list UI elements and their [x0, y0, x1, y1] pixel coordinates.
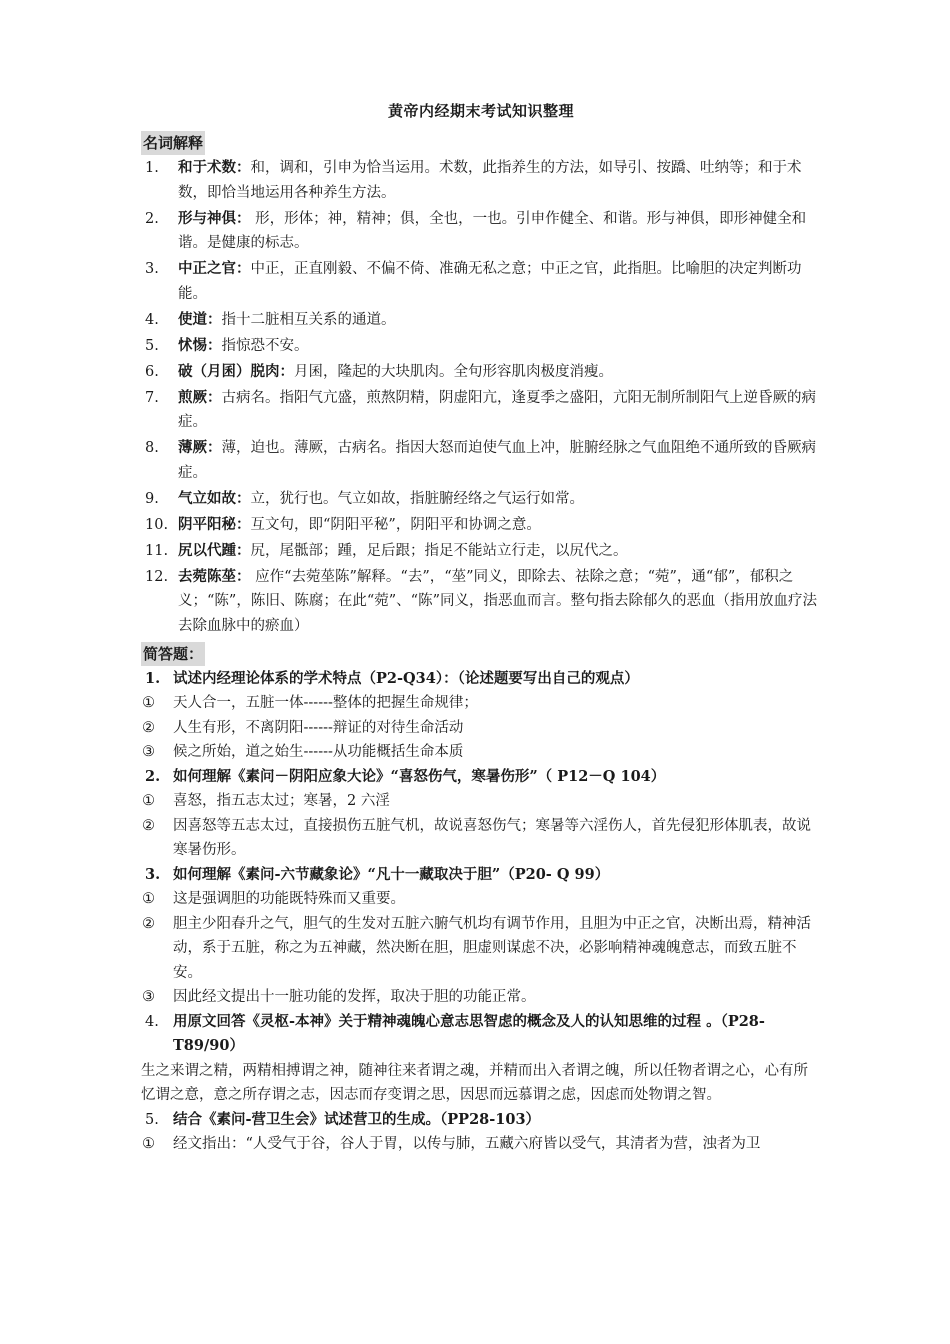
term-item	[141, 539, 821, 564]
point-marker: ①	[142, 891, 155, 907]
point-marker: ③	[142, 744, 155, 760]
term-label: 怵惕：	[178, 336, 222, 354]
term-label: 气立如故：	[178, 489, 251, 507]
point-marker: ②	[142, 817, 155, 834]
term-label: 煎厥：	[178, 388, 222, 406]
term-item	[141, 156, 821, 205]
term-definition: 应作“去菀莝陈”解释。“去”，“莝”同义，即除去、祛除之意；“菀”，通“郁”，郁积之义；“陈”，陈旧、陈腐；在此“菀”、“陈”同义，指恶血而言。整句指去除郁久的恶血（指用放血疗法去除血脉中的瘀血）	[178, 568, 817, 634]
term-definition: 指惊恐不安。	[221, 337, 309, 354]
point-marker: ①	[142, 1136, 155, 1152]
point-text: 喜怒，指五志太过；寒暑，2 六淫	[173, 793, 390, 809]
item-number: 9.	[145, 490, 159, 507]
term-list	[141, 156, 821, 638]
document-page	[141, 100, 821, 1157]
item-number: 7.	[145, 389, 159, 406]
item-number: 11.	[145, 542, 169, 559]
question-text: 试述内经理论体系的学术特点（P2-Q34）：（论述题要写出自己的观点）	[173, 669, 639, 687]
term-item	[141, 386, 821, 435]
term-item	[141, 360, 821, 385]
question-text: 用原文回答《灵枢-本神》关于精神魂魄心意志思智虑的概念及人的认知思维的过程 。（P28-T89/90）	[173, 1012, 765, 1054]
point-text: 因此经文提出十一脏功能的发挥，取决于胆的功能正常。	[173, 989, 536, 1005]
answer-point	[141, 740, 821, 765]
point-marker: ③	[142, 989, 155, 1005]
term-label: 形与神俱：	[178, 209, 251, 227]
term-item	[141, 487, 821, 512]
item-number: 6.	[145, 363, 159, 380]
term-definition: 薄，迫也。薄厥，古病名。指因大怒而迫使气血上冲，脏腑经脉之气血阻绝不通所致的昏厥病症。	[178, 440, 816, 481]
point-text: 人生有形，不离阴阳------辩证的对待生命活动	[173, 719, 464, 736]
term-definition: 尻，尾骶部；踵，足后跟；指足不能站立行走，以尻代之。	[250, 542, 628, 559]
question-number: 5.	[145, 1111, 159, 1128]
item-number: 12.	[145, 568, 169, 585]
point-text: 候之所始，道之始生------从功能概括生命本质	[173, 744, 464, 760]
question-number: 1.	[145, 669, 161, 687]
question-text: 结合《素问-营卫生会》试述营卫的生成。（PP28-103）	[173, 1110, 541, 1128]
term-definition: 古病名。指阳气亢盛，煎熬阴精，阴虚阳亢，逢夏季之盛阳，亢阳无制所制阳气上逆昏厥的病症。	[178, 389, 816, 430]
question-number: 4.	[145, 1013, 159, 1030]
term-label: 尻以代踵：	[178, 541, 251, 559]
term-definition: 和，调和，引申为恰当运用。术数，此指养生的方法，如导引、按蹻、吐纳等；和于术数，即恰当地运用各种养生方法。	[178, 160, 802, 201]
term-definition: 中正，正直刚毅、不偏不倚、准确无私之意；中正之官，此指胆。比喻胆的决定判断功能。	[178, 261, 802, 302]
point-text: 胆主少阳春升之气，胆气的生发对五脏六腑气机均有调节作用，且胆为中正之官，决断出焉，精神活动，系于五脏，称之为五神藏，然决断在胆，胆虚则谋虑不决，必影响精神魂魄意志，而致五脏不安。	[173, 915, 811, 981]
term-label: 和于术数：	[178, 159, 251, 176]
term-item	[141, 334, 821, 359]
term-definition: 立，犹行也。气立如故，指脏腑经络之气运行如常。	[250, 490, 584, 507]
point-text: 天人合一，五脏一体------整体的把握生命规律；	[173, 695, 478, 711]
question-text: 如何理解《素问-六节藏象论》“凡十一藏取决于胆”（P20- Q 99）	[173, 865, 610, 883]
item-number: 10.	[145, 516, 169, 533]
point-text: 这是强调胆的功能既特殊而又重要。	[173, 891, 405, 907]
term-definition: 月囷，隆起的大块肌肉。全句形容肌肉极度消瘦。	[294, 363, 613, 380]
term-item	[141, 565, 821, 639]
answer-point	[141, 789, 821, 814]
section-heading-terms: 名词解释	[141, 131, 205, 155]
point-text: 因喜怒等五志太过，直接损伤五脏气机，故说喜怒伤气；寒暑等六淫伤人，首先侵犯形体肌表，故说寒暑伤形。	[173, 817, 811, 858]
answer-point	[141, 716, 821, 741]
term-item	[141, 308, 821, 333]
document-title: 黄帝内经期末考试知识整理	[387, 102, 574, 120]
question-3	[141, 863, 821, 888]
term-item	[141, 436, 821, 485]
item-number: 1.	[145, 160, 159, 176]
term-definition: 指十二脏相互关系的通道。	[221, 311, 396, 328]
term-definition: 互文句，即“阴阳平秘”，阴阳平和协调之意。	[250, 516, 541, 533]
question-2	[141, 765, 821, 790]
answer-point	[141, 912, 821, 986]
answer-point	[141, 985, 821, 1010]
item-number: 8.	[145, 440, 159, 456]
section-heading-short-answer: 简答题：	[141, 642, 205, 666]
term-item	[141, 513, 821, 538]
item-number: 3.	[145, 261, 159, 277]
term-item	[141, 257, 821, 306]
question-5	[141, 1108, 821, 1133]
term-label: 使道：	[178, 310, 222, 328]
term-label: 破（月囷）脱肉：	[178, 362, 294, 380]
question-number: 2.	[145, 767, 161, 785]
question-number: 3.	[145, 865, 161, 883]
term-item	[141, 207, 821, 256]
point-marker: ②	[142, 719, 155, 736]
point-marker: ①	[142, 793, 155, 809]
answer-point	[141, 1132, 821, 1157]
point-marker: ②	[142, 915, 155, 932]
question-4	[141, 1010, 821, 1059]
answer-point	[141, 691, 821, 716]
term-definition: 形，形体；神，精神；俱，全也，一也。引申作健全、和谐。形与神俱，即形神健全和谐。是健康的标志。	[178, 210, 807, 251]
answer-point	[141, 887, 821, 912]
answer-paragraph: 生之来谓之精，两精相搏谓之神，随神往来者谓之魂，并精而出入者谓之魄，所以任物者谓之心，心有所忆谓之意，意之所存谓之志，因志而存变谓之思，因思而远慕谓之虑，因虑而处物谓之智。	[141, 1062, 808, 1103]
point-text: 经文指出：“人受气于谷，谷人于胃，以传与肺，五藏六府皆以受气，其清者为营，浊者为卫	[173, 1136, 761, 1152]
item-number: 4.	[145, 311, 159, 328]
term-label: 去菀陈莝：	[178, 567, 251, 585]
term-label: 中正之官：	[178, 260, 251, 277]
term-label: 阴平阳秘：	[178, 515, 251, 533]
item-number: 2.	[145, 210, 159, 227]
question-1	[141, 667, 821, 692]
term-label: 薄厥：	[178, 439, 222, 456]
point-marker: ①	[142, 695, 155, 711]
item-number: 5.	[145, 337, 159, 354]
question-text: 如何理解《素问－阴阳应象大论》“喜怒伤气，寒暑伤形”（ P12－Q 104）	[173, 767, 666, 785]
answer-point	[141, 814, 821, 863]
